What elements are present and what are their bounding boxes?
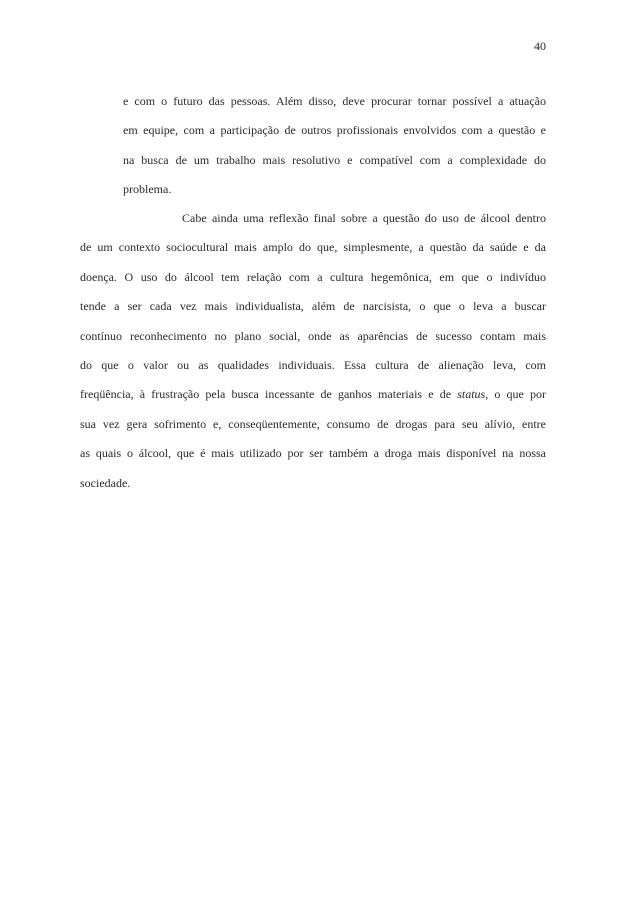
- paragraph-line: Cabe ainda uma reflexão final sobre a questão do uso de álcool dentro: [182, 211, 546, 225]
- paragraph-line: contínuo reconhecimento no plano social, onde as aparências de sucesso contam mais: [80, 328, 546, 343]
- paragraph-line: tende a ser cada vez mais individualista, além de narcisista, o que o leva a buscar: [80, 299, 546, 314]
- paragraph-line: sociedade.: [80, 475, 131, 490]
- paragraph-line: de um contexto sociocultural mais amplo do que, simplesmente, a questão da saúde e da: [80, 240, 546, 255]
- paragraph-line-with-italic: [80, 380, 546, 409]
- page-number: 40: [534, 39, 546, 53]
- paragraph-line: sua vez gera sofrimento e, conseqüentemente, consumo de drogas para seu alívio, entre: [80, 416, 546, 431]
- paragraph-line: do que o valor ou as qualidades individuais. Essa cultura de alienação leva, com: [80, 358, 546, 373]
- body-paragraph: [80, 204, 546, 498]
- quote-block: [123, 87, 546, 205]
- paragraph-text: , o que por: [485, 387, 546, 402]
- quote-line: em equipe, com a participação de outros profissionais envolvidos com a questão e: [123, 123, 546, 138]
- paragraph-line: doença. O uso do álcool tem relação com a cultura hegemônica, em que o indivíduo: [80, 269, 546, 284]
- paragraph-line: as quais o álcool, que é mais utilizado por ser também a droga mais disponível na nossa: [80, 446, 546, 461]
- quote-line: e com o futuro das pessoas. Além disso, deve procurar tornar possível a atuação: [123, 94, 546, 108]
- quote-line: na busca de um trabalho mais resolutivo e compatível com a complexidade do: [123, 152, 546, 167]
- paragraph-text: freqüência, à frustração pela busca incessante de ganhos materiais e de: [80, 387, 458, 402]
- quote-line: problema.: [123, 182, 172, 197]
- italic-term: status: [457, 387, 486, 402]
